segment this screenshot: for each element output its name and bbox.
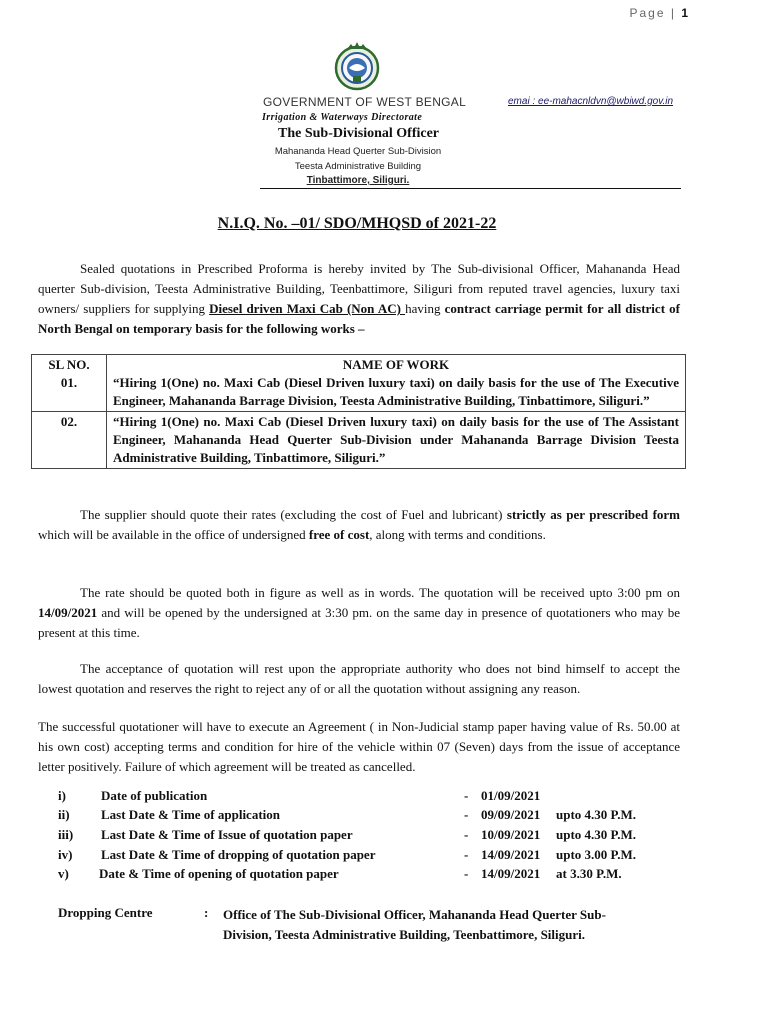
col-sl-header — [32, 355, 107, 412]
page-number-value: 1 — [681, 6, 688, 20]
rates-text-e: , along with terms and conditions. — [369, 527, 546, 542]
page-number — [629, 6, 688, 20]
item-dash: - — [464, 847, 469, 862]
item-title: Date of publication — [101, 788, 208, 803]
item-title: Date & Time of opening of quotation paper — [99, 866, 339, 881]
item-date: 14/09/2021 — [481, 847, 541, 862]
west-bengal-emblem-icon — [331, 40, 383, 92]
address-line-3: Tinbattimore, Siliguri. — [306, 175, 410, 186]
item-number: iv) — [58, 847, 73, 862]
address-line-1: Mahananda Head Querter Sub-Division — [274, 146, 442, 157]
col-name-header — [107, 355, 686, 412]
col-name-label: NAME OF WORK — [342, 357, 450, 372]
item-number: iii) — [58, 827, 74, 842]
vehicle-type: Diesel driven Maxi Cab (Non AC) — [209, 301, 406, 316]
dropping-colon: : — [204, 905, 209, 920]
intro-having: having — [405, 301, 445, 316]
item-dash: - — [464, 807, 469, 822]
item-title: Last Date & Time of Issue of quotation paper — [101, 827, 353, 842]
page-prefix: Page | — [629, 6, 676, 20]
item-time: upto 4.30 P.M. — [556, 827, 637, 842]
item-date: 09/09/2021 — [481, 807, 541, 822]
dropping-address: Office of The Sub-Divisional Officer, Mahananda Head Querter Sub-Division, Teesta Administrative Building, Teenbattimore, Siliguri. — [223, 907, 606, 942]
directorate-name: Irrigation & Waterways Directorate — [262, 112, 423, 123]
col-sl-label: SL NO. — [48, 357, 90, 372]
receipt-text-c: and will be opened by the undersigned at 3:30 pm. on the same day in presence of quotationers who may be present at this time. — [38, 605, 680, 640]
table-row-work: “Hiring 1(One) no. Maxi Cab (Diesel Driven luxury taxi) on daily basis for the use of The Executive Engineer, Mahananda Barrage Division, Teesta Administrative Building, Tinbattimore, Siliguri.” — [113, 375, 679, 408]
permit-requirement: contract carriage permit for all district of North Bengal on temporary basis for the following works – — [38, 301, 680, 336]
item-number: i) — [58, 788, 66, 803]
item-time: upto 4.30 P.M. — [556, 807, 637, 822]
intro-paragraph — [38, 259, 680, 339]
item-number: v) — [58, 866, 69, 881]
item-date: 01/09/2021 — [481, 788, 541, 803]
item-date: 14/09/2021 — [481, 866, 541, 881]
table-header-row — [32, 355, 686, 412]
office-title: The Sub-Divisional Officer — [278, 126, 440, 141]
acceptance-paragraph: The acceptance of quotation will rest upon the appropriate authority who does not bind himself to accept the lowest quotation and reserves the right to reject any of or all the quotation without assigning any reason. — [38, 661, 680, 696]
rates-paragraph — [38, 505, 680, 545]
dropping-label: Dropping Centre — [58, 905, 153, 920]
item-time: upto 3.00 P.M. — [556, 847, 637, 862]
niq-title: N.I.Q. No. –01/ SDO/MHQSD of 2021-22 — [217, 215, 497, 232]
works-table — [31, 354, 686, 469]
rates-free: free of cost — [308, 527, 370, 542]
item-dash: - — [464, 788, 469, 803]
rates-text-c: which will be available in the office of undersigned — [38, 527, 309, 542]
rates-text-a: The supplier should quote their rates (excluding the cost of Fuel and lubricant) — [80, 507, 507, 522]
header-divider — [260, 188, 681, 189]
rates-strict: strictly as per prescribed form — [506, 507, 680, 522]
item-dash: - — [464, 827, 469, 842]
receipt-paragraph — [38, 583, 680, 643]
address-line-2: Teesta Administrative Building — [294, 161, 422, 172]
item-number: ii) — [58, 807, 70, 822]
item-dash: - — [464, 866, 469, 881]
govt-name: GOVERNMENT OF WEST BENGAL — [263, 95, 467, 109]
dropping-centre — [58, 905, 606, 942]
table-row-sl: 01. — [60, 375, 78, 390]
email-link[interactable]: emai : ee-mahacnldvn@wbiwd.gov.in — [508, 96, 674, 107]
intro-text: Sealed quotations in Prescribed Proforma is hereby invited by The Sub-divisional Officer, Mahananda Head querter Sub-division, Teesta Administrative Building, Teenbattimore, Siliguri from reputed travel agencies, luxury taxi owners/ suppliers for supplying — [38, 261, 680, 316]
table-row-work: “Hiring 1(One) no. Maxi Cab (Diesel Driven luxury taxi) on daily basis for the use of The Assistant Engineer, Mahananda Head Querter Sub-Division under Mahananda Barrage Division Teesta Administrative Building, Tinbattimore, Siliguri.” — [107, 412, 686, 469]
receipt-text-a: The rate should be quoted both in figure as well as in words. The quotation will be received upto 3:00 pm on — [80, 585, 680, 600]
agreement-paragraph: The successful quotationer will have to execute an Agreement ( in Non-Judicial stamp paper having value of Rs. 50.00 at his own cost) accepting terms and condition for hire of the vehicle within 07 (Seven) days from the issue of acceptance letter positively. Failure of which agreement will be treated as cancelled. — [38, 719, 680, 774]
receipt-date: 14/09/2021 — [38, 605, 98, 620]
item-time: at 3.30 P.M. — [556, 866, 622, 881]
table-row — [32, 412, 686, 469]
item-title: Last Date & Time of dropping of quotation paper — [101, 847, 376, 862]
table-row-sl: 02. — [32, 412, 107, 469]
item-title: Last Date & Time of application — [101, 807, 280, 822]
item-date: 10/09/2021 — [481, 827, 541, 842]
